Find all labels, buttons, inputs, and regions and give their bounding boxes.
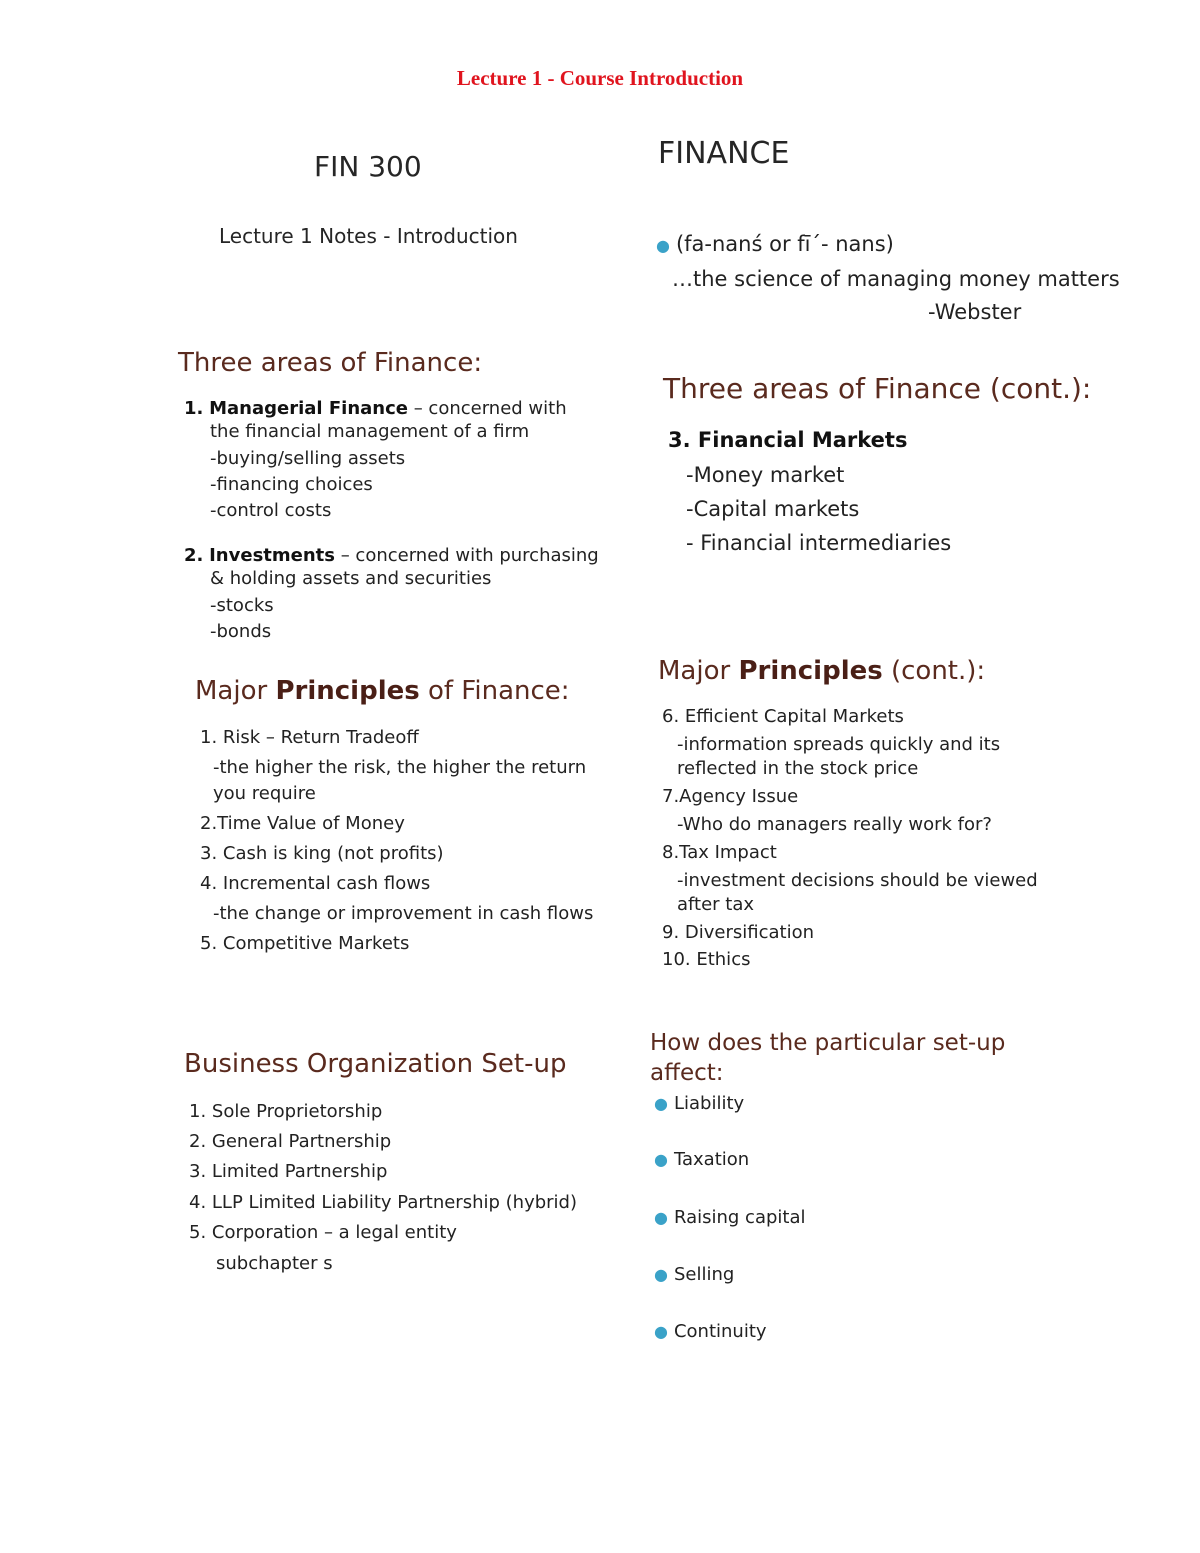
list-item: 3. Limited Partnership (189, 1161, 388, 1182)
list-item (654, 1321, 767, 1342)
bullet-icon: ● (654, 1265, 668, 1284)
item-number: 2. (184, 545, 204, 566)
sub-item: after tax (677, 894, 755, 915)
pronunciation: (fa-nanś or fī´- nans) (675, 232, 894, 256)
item-title: Managerial Finance (209, 398, 408, 419)
sub-item: -buying/selling assets (210, 448, 406, 469)
sub-item: -information spreads quickly and its (677, 734, 1001, 755)
item-title: 3. Financial Markets (668, 428, 908, 452)
title-emphasis: Principles (738, 656, 883, 686)
slide-title: How does the particular set-up (650, 1030, 1006, 1056)
sub-item: -bonds (210, 621, 272, 642)
item-text: – concerned with purchasing (334, 545, 599, 566)
bullet-icon: ● (654, 1094, 668, 1113)
list-item: 3. Cash is king (not profits) (200, 843, 444, 864)
item-text: & holding assets and securities (210, 568, 492, 589)
list-item: 6. Efficient Capital Markets (662, 706, 904, 727)
list-item: 4. LLP Limited Liability Partnership (hybrid) (189, 1192, 578, 1213)
title-emphasis: Principles (275, 676, 420, 706)
title-part: Major (658, 656, 739, 686)
pronunciation-line (656, 232, 894, 256)
sub-item: -Money market (686, 463, 845, 487)
list-item (654, 1093, 744, 1114)
item-number: 1. (184, 398, 204, 419)
sub-item: -investment decisions should be viewed (677, 870, 1038, 891)
slide-title: Business Organization Set-up (184, 1049, 567, 1079)
list-item: 10. Ethics (662, 949, 751, 970)
item-text: Raising capital (673, 1207, 806, 1228)
list-item (654, 1264, 734, 1285)
definition-source: -Webster (928, 300, 1022, 324)
item-text: Continuity (673, 1321, 767, 1342)
title-part: of Finance: (419, 676, 570, 706)
list-item: 7.Agency Issue (662, 786, 799, 807)
item-text: Taxation (673, 1149, 750, 1170)
title-part: Major (195, 676, 276, 706)
list-item: 4. Incremental cash flows (200, 873, 431, 894)
list-item: 2. General Partnership (189, 1131, 392, 1152)
item-text: Selling (673, 1264, 735, 1285)
item-text: the financial management of a firm (210, 421, 530, 442)
list-item: 2.Time Value of Money (200, 813, 405, 834)
list-item: 1. Risk – Return Tradeoff (200, 727, 419, 748)
bullet-icon: ● (654, 1150, 668, 1169)
list-item: 1. Sole Proprietorship (189, 1101, 383, 1122)
bullet-icon: ● (654, 1322, 668, 1341)
definition: …the science of managing money matters (672, 267, 1120, 291)
list-item (654, 1149, 749, 1170)
list-item (654, 1207, 806, 1228)
sub-item: -financing choices (210, 474, 373, 495)
item-text: – concerned with (407, 398, 567, 419)
title-part: (cont.): (882, 656, 986, 686)
list-item: 8.Tax Impact (662, 842, 777, 863)
page-heading: Lecture 1 - Course Introduction (456, 66, 744, 90)
slide-title: Three areas of Finance (cont.): (663, 372, 1092, 405)
slide-title: FINANCE (658, 136, 790, 171)
sub-item: -Capital markets (686, 497, 860, 521)
list-item (184, 545, 599, 566)
bullet-icon: ● (654, 1208, 668, 1227)
sub-item: - Financial intermediaries (686, 531, 952, 555)
slide-title (658, 656, 985, 686)
list-item: 5. Corporation – a legal entity (189, 1222, 457, 1243)
item-text: Liability (673, 1093, 745, 1114)
slide-title (195, 676, 570, 706)
slide-title: Three areas of Finance: (178, 348, 483, 378)
slide-title: affect: (650, 1060, 724, 1086)
sub-item: -stocks (210, 595, 274, 616)
sub-item: you require (213, 783, 316, 804)
slide-subtitle: Lecture 1 Notes - Introduction (219, 224, 518, 248)
sub-item: -control costs (210, 500, 332, 521)
sub-item: reflected in the stock price (677, 758, 919, 779)
list-item (184, 398, 567, 419)
list-item: 9. Diversification (662, 922, 815, 943)
bullet-icon: ● (656, 236, 670, 255)
sub-item: -the change or improvement in cash flows (213, 903, 594, 924)
sub-item: -Who do managers really work for? (677, 814, 992, 835)
list-item (668, 428, 907, 452)
sub-item: -the higher the risk, the higher the return (213, 757, 587, 778)
slide-title: FIN 300 (314, 150, 422, 183)
sub-item: subchapter s (216, 1253, 333, 1274)
item-title: Investments (209, 545, 335, 566)
list-item: 5. Competitive Markets (200, 933, 410, 954)
